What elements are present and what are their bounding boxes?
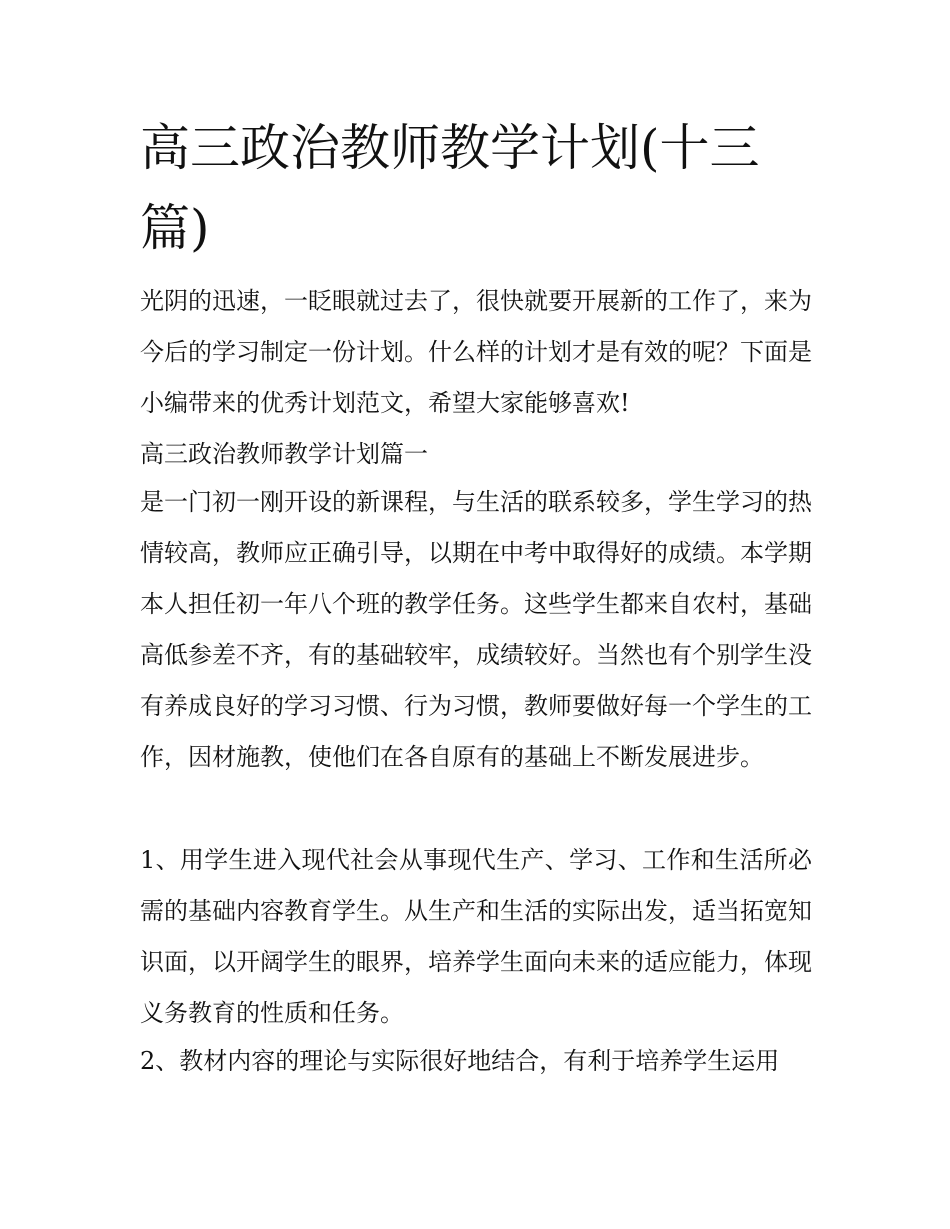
intro-paragraph: 光阴的迅速，一眨眼就过去了，很快就要开展新的工作了，来为今后的学习制定一份计划。什么样的计划才是有效的呢？下面是小编带来的优秀计划范文，希望大家能够喜欢! bbox=[140, 287, 812, 417]
section-heading: 高三政治教师教学计划篇一 bbox=[140, 440, 428, 468]
numbered-item-1: 1、用学生进入现代社会从事现代生产、学习、工作和生活所必需的基础内容教育学生。从生产和生活的实际出发，适当拓宽知识面，以开阔学生的眼界，培养学生面向未来的适应能力，体现义务教育的性质和任务。 bbox=[140, 846, 812, 1027]
body-paragraph-1: 是一门初一刚开设的新课程，与生活的联系较多，学生学习的热情较高，教师应正确引导，以期在中考中取得好的成绩。本学期本人担任初一年八个班的教学任务。这些学生都来自农村，基础高低参差不齐，有的基础较牢，成绩较好。当然也有个别学生没有养成良好的学习习惯、行为习惯，教师要做好每一个学生的工作，因材施教，使他们在各自原有的基础上不断发展进步。 bbox=[140, 488, 812, 771]
document-title: 高三政治教师教学计划(十三篇) bbox=[140, 119, 760, 257]
numbered-item-2: 2、教材内容的理论与实际很好地结合，有利于培养学生运用 bbox=[140, 1047, 780, 1075]
